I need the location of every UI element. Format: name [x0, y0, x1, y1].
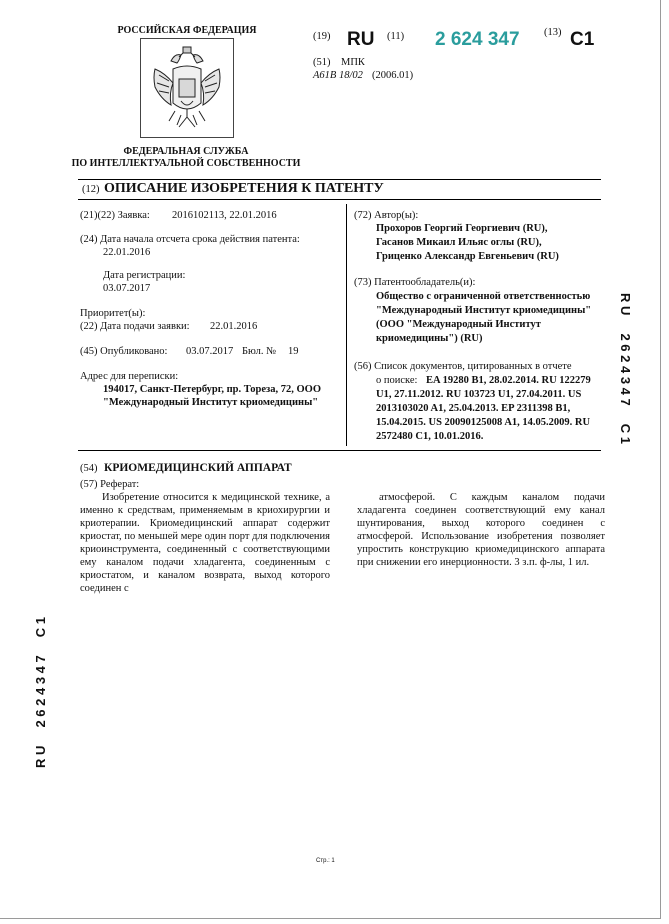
author-3: Гриценко Александр Евгеньевич (RU): [376, 251, 559, 262]
invention-title-code: (54): [80, 463, 98, 474]
agency-name: [66, 146, 306, 170]
application-label: (21)(22) Заявка:: [80, 210, 150, 221]
owner-line-3: (ООО "Международный Институт: [376, 319, 541, 330]
authors-label: (72) Автор(ы):: [354, 210, 419, 221]
code-51: (51): [313, 57, 331, 68]
title-code: (12): [82, 184, 100, 195]
document-title: ОПИСАНИЕ ИЗОБРЕТЕНИЯ К ПАТЕНТУ: [104, 181, 384, 196]
start-date-label: (24) Дата начала отсчета срока действия патента:: [80, 234, 300, 245]
address-line-2: "Международный Институт криомедицины": [103, 397, 319, 408]
abstract-label: (57) Реферат:: [80, 479, 140, 490]
right-side-patent-label: R U 2 6 2 4 3 4 7 C 1: [618, 293, 633, 445]
code-13: (13): [544, 27, 562, 38]
divider-title: [78, 199, 601, 200]
abstract-column-1: Изобретение относится к медицинской технике, а именно к средствам, применяемым в криохирургии и криотерапии. Криомедицинский аппарат содержит криостат, по меньшей мере один порт для подключения криоинструмента, соединенный с соответствующими ему каналом подачи хладагента, соединенным с криостатом, и каналом возврата, выход которого соединен с: [80, 492, 330, 594]
page-number: Стр.: 1: [316, 858, 335, 864]
column-divider: [346, 204, 347, 446]
priority-label: Приоритет(ы):: [80, 308, 146, 319]
agency-line-2: ПО ИНТЕЛЛЕКТУАЛЬНОЙ СОБСТВЕННОСТИ: [71, 158, 301, 169]
agency-line-1: ФЕДЕРАЛЬНАЯ СЛУЖБА: [123, 146, 249, 157]
published-value: 03.07.2017: [186, 346, 234, 357]
invention-title: КРИОМЕДИЦИНСКИЙ АППАРАТ: [104, 462, 292, 474]
author-2: Гасанов Микаил Ильяс оглы (RU),: [376, 237, 542, 248]
references-line-5: 2572480 C1, 10.01.2016.: [376, 431, 484, 442]
owner-line-2: "Международный Институт криомедицины": [376, 305, 592, 316]
mpk-version: (2006.01): [372, 70, 414, 81]
country-code: RU: [347, 29, 375, 50]
mpk-class: A61B 18/02: [313, 70, 363, 81]
start-date-value: 22.01.2016: [103, 247, 151, 258]
country-name: РОССИЙСКАЯ ФЕДЕРАЦИЯ: [117, 25, 257, 36]
address-label: Адрес для переписки:: [80, 371, 179, 382]
address-line-1: 194017, Санкт-Петербург, пр. Тореза, 72, ООО: [103, 384, 321, 395]
state-emblem: [140, 38, 234, 138]
patent-number: 2 624 347: [435, 29, 520, 50]
filing-label: (22) Дата подачи заявки:: [80, 321, 190, 332]
owner-line-4: криомедицины") (RU): [376, 333, 483, 344]
registration-value: 03.07.2017: [103, 283, 151, 294]
published-label: (45) Опубликовано:: [80, 346, 168, 357]
code-19: (19): [313, 31, 331, 42]
references-line-3: 2013103020 A1, 25.04.2013. EP 2311398 B1,: [376, 403, 571, 414]
kind-code: C1: [570, 29, 595, 50]
references-label-2: о поиске:: [376, 375, 418, 386]
references-line-4: 15.04.2015. US 20090125008 A1, 14.05.2009. RU: [376, 417, 591, 428]
application-value: 2016102113, 22.01.2016: [172, 210, 277, 221]
bulletin-label: Бюл. №: [242, 346, 277, 357]
references-line-2: U1, 27.11.2012. RU 103723 U1, 27.04.2011. US: [376, 389, 582, 400]
abstract-column-2: атмосферой. С каждым каналом подачи хладагента соединен соответствующий ему канал шунтирования, выход которого соединен с атмосферой. Использование изобретения позволяет упростить конструкцию криомедицинского аппарата при снижении его инерционности. 3 з.п. ф-лы, 1 ил.: [357, 492, 605, 568]
registration-label: Дата регистрации:: [103, 270, 186, 281]
double-headed-eagle-icon: [141, 39, 233, 137]
owner-line-1: Общество с ограниченной ответственностью: [376, 291, 591, 302]
bulletin-value: 19: [288, 346, 299, 357]
divider-bottom: [78, 450, 601, 451]
filing-value: 22.01.2016: [210, 321, 258, 332]
author-1: Прохоров Георгий Георгиевич (RU),: [376, 223, 548, 234]
code-11: (11): [387, 31, 405, 42]
references-label-1: (56) Список документов, цитированных в отчете: [354, 361, 572, 372]
references-line-1: EA 19280 B1, 28.02.2014. RU 122279: [426, 375, 591, 386]
mpk-label: МПК: [341, 57, 365, 68]
owner-label: (73) Патентообладатель(и):: [354, 277, 476, 288]
left-side-patent-label: R U 2 6 2 4 3 4 7 C 1: [33, 616, 48, 768]
